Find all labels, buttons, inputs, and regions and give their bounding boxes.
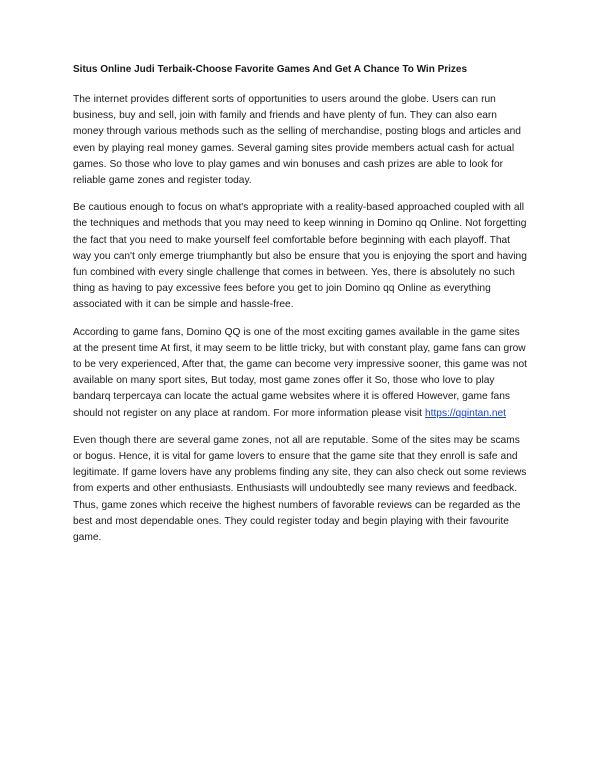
paragraph-4: Even though there are several game zones, not all are reputable. Some of the sites may be scams or bogus. Hence, it is vital for game lovers to ensure that the game site that they enroll is safe and legitimate. If game lovers have any problems finding any site, they can also check out some reviews from experts and other enthusiasts. Enthusiasts will undoubtedly see many reviews and feedback. Thus, game zones which receive the highest numbers of favorable reviews can be regarded as the best and most dependable ones. They could register today and begin playing with their favourite game. bbox=[73, 434, 527, 544]
paragraph-2: Be cautious enough to focus on what's appropriate with a reality-based approached coupled with all the techniques and methods that you may need to keep winning in Domino qq Online. Not forgetting the fact that you need to make yourself feel comfortable before beginning with each playoff. That way you can't only emerge triumphantly but also be ensure that you is enjoying the sport and having fun combined with every single challenge that comes in between. Yes, there is absolutely no such thing as having to pay excessive fees before you get to join Domino qq Online as everything associated with it can be simple and hassle-free. bbox=[73, 202, 527, 311]
paragraph-3 bbox=[73, 325, 527, 422]
paragraph-1: The internet provides different sorts of opportunities to users around the globe. Users can run business, buy and sell, join with family and friends and have plenty of fun. They can also earn money through various methods such as the selling of merchandise, posting blogs and articles and even by playing real money games. Several gaming sites provide members actual cash for actual games. So those who love to play games and win bonuses and cash prizes are able to look for reliable game zones and register today. bbox=[73, 94, 521, 187]
qqintan-link[interactable]: https://qqintan.net bbox=[424, 407, 506, 419]
paragraph-3-text: According to game fans, Domino QQ is one of the most exciting games available in the game sites at the present time At first, it may seem to be little tricky, but with constant play, game fans can grow to be very experienced, After that, the game can become very impressive sooner, this game was not available on many sport sites, But today, most game zones offer it So, those who love to play bandarq terpercaya can locate the actual game websites where it is offered However, game fans should not register on any place at random. For more information please visit bbox=[73, 326, 527, 419]
document-title: Situs Online Judi Terbaik-Choose Favorite Games And Get A Chance To Win Prizes bbox=[73, 64, 468, 75]
